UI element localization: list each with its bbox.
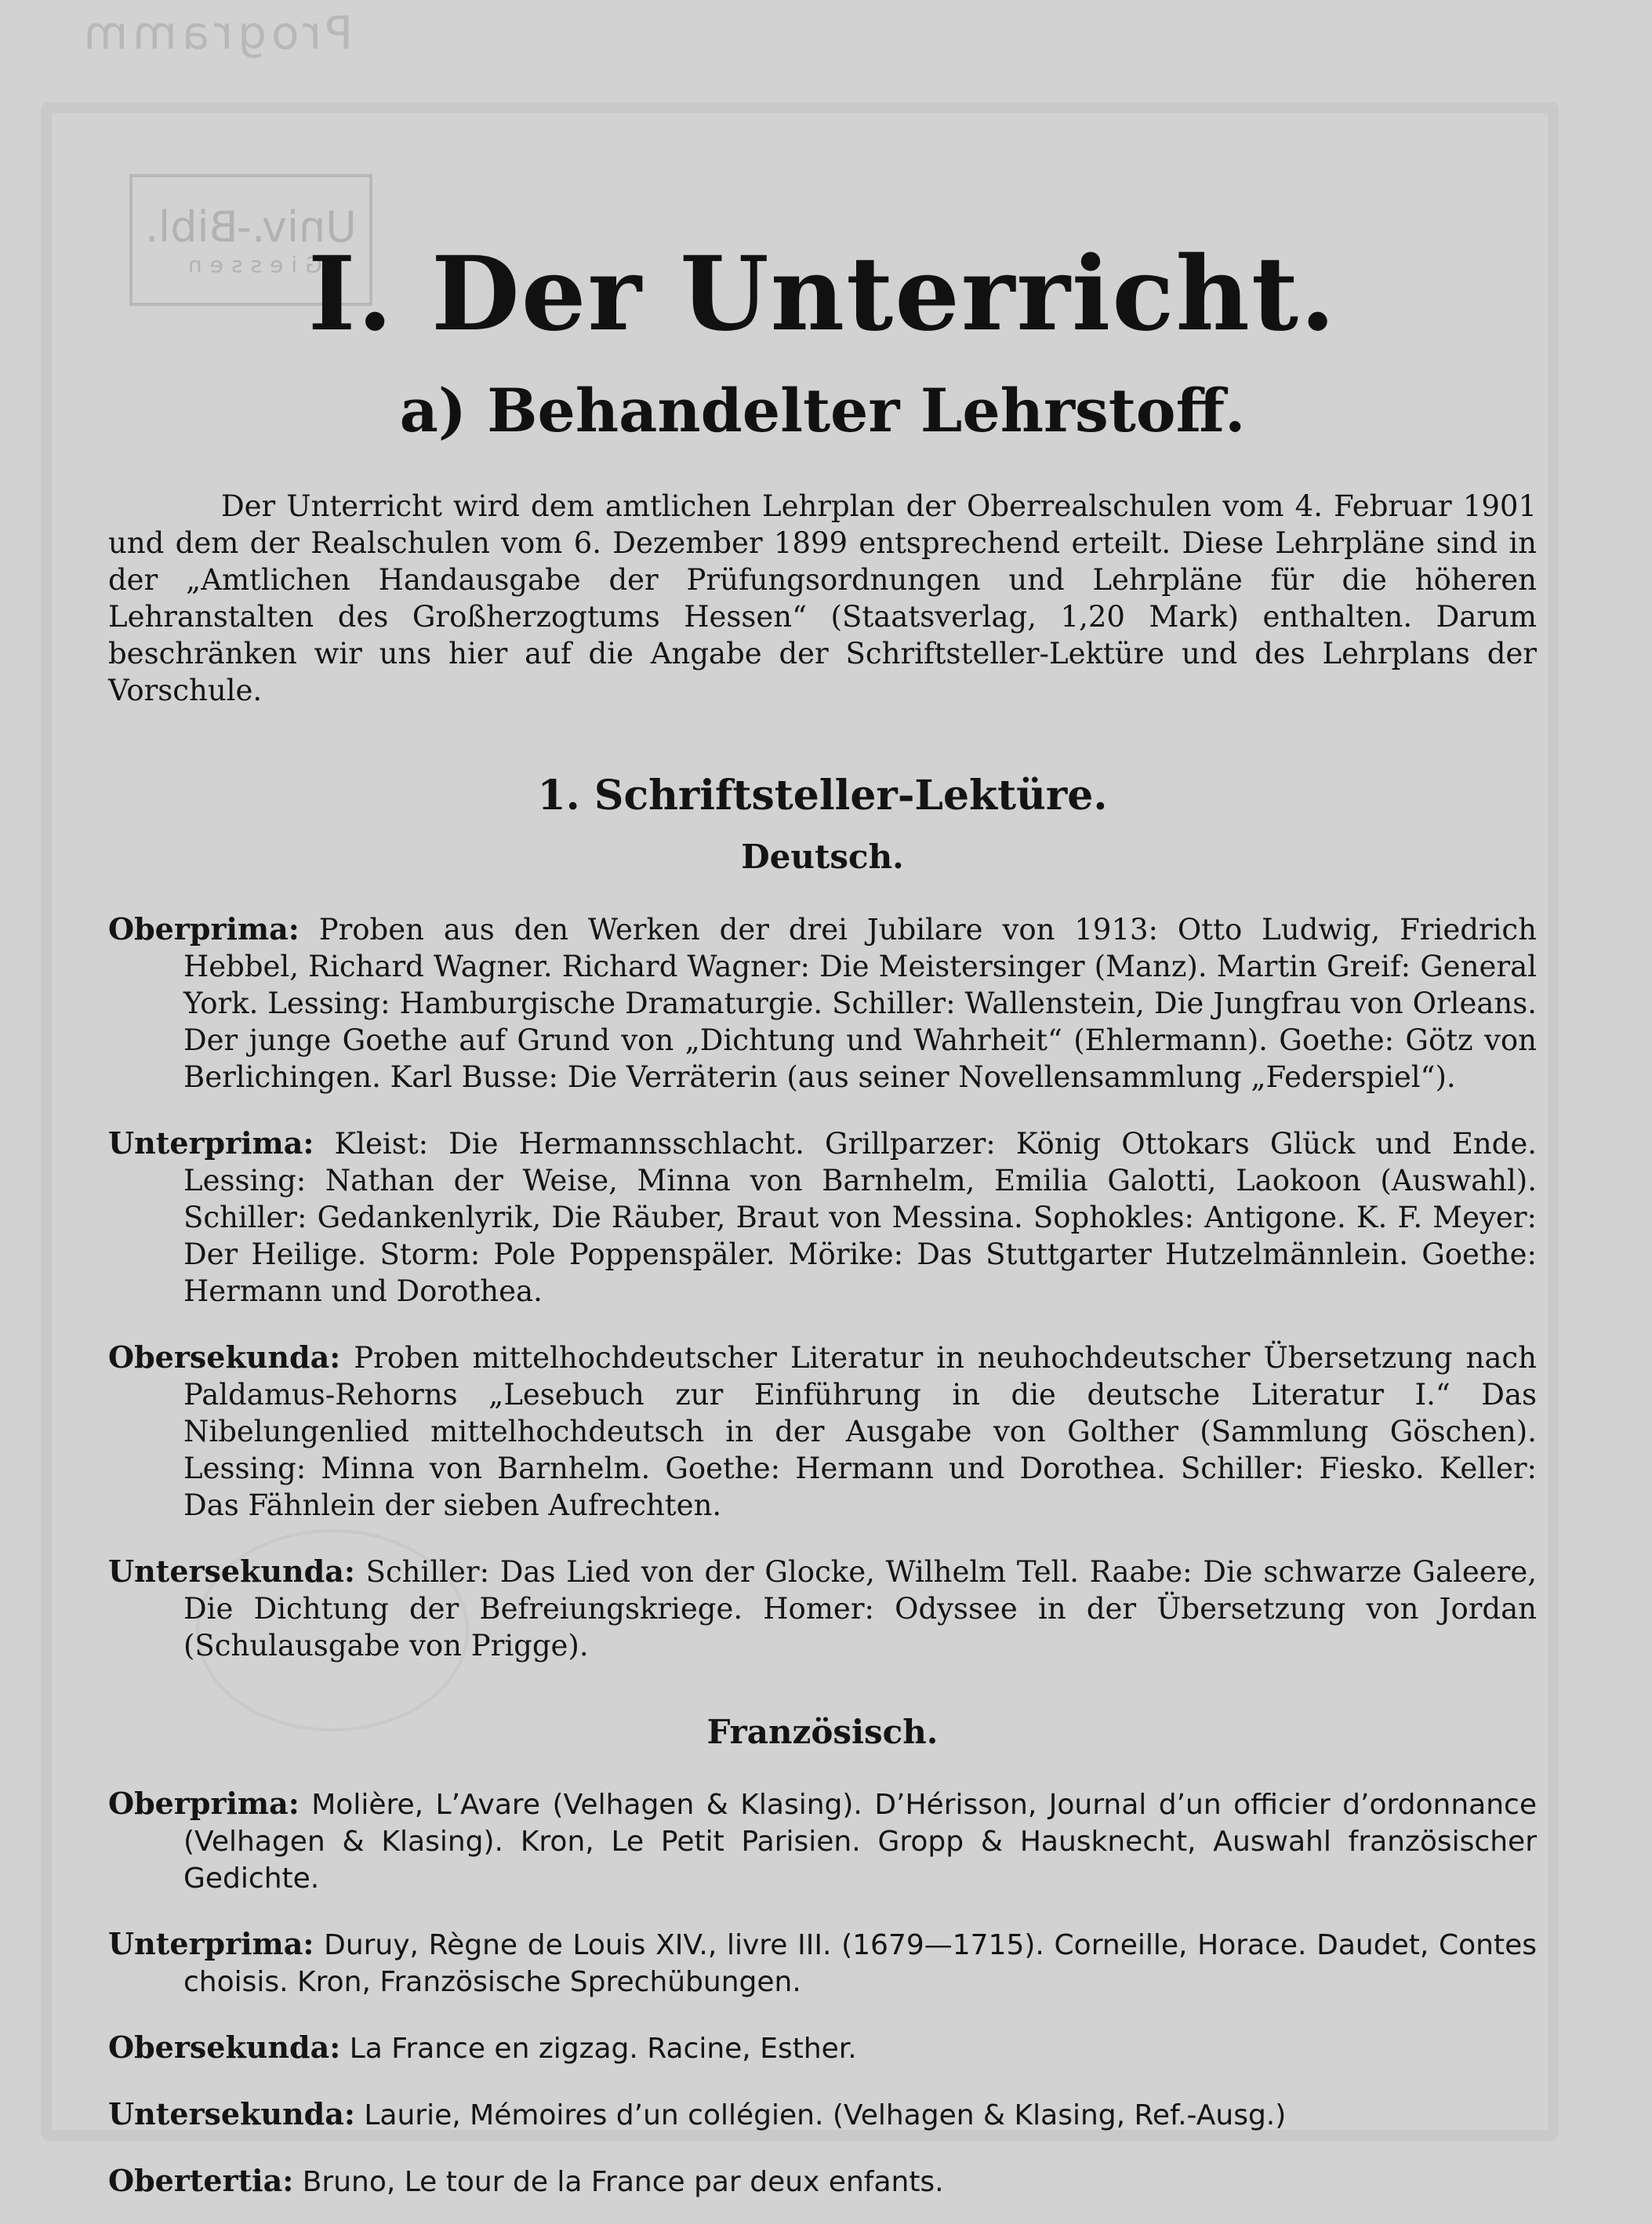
entry-text: Molière, L’Avare (Velhagen & Klasing). D’Hérisson, Journal d’un officier d’ordonnance (Velhagen & Klasing). Kron, Le Petit Parisien. Gropp & Hausknecht, Auswahl französischer Gedichte. (183, 1789, 1537, 1895)
entry-label: Obersekunda: (108, 1339, 341, 1375)
entry-deutsch-unterprima (108, 1125, 1537, 1310)
entry-text: Bruno, Le tour de la France par deux enfants. (302, 2166, 944, 2198)
section-title: a) Behandelter Lehrstoff. (399, 376, 1246, 445)
heading-deutsch: Deutsch. (741, 838, 904, 876)
entry-label: Obertertia: (108, 2163, 294, 2198)
entry-franz-unterprima (108, 1925, 1537, 2001)
entry-franz-untersekunda (108, 2095, 1537, 2134)
entry-label: Oberprima: (108, 911, 300, 947)
entry-deutsch-obersekunda (108, 1339, 1537, 1524)
entry-deutsch-untersekunda (108, 1553, 1537, 1664)
entry-franz-oberprima (108, 1785, 1537, 1897)
chapter-title: I. Der Unterricht. (307, 234, 1338, 354)
entry-text: Proben mittelhochdeutscher Literatur in neuhochdeutscher Übersetzung nach Paldamus-Rehorns „Lesebuch zur Einführung in die deutsche Literatur I.“ Das Nibelungenlied mittelhochdeutsch in der Ausgabe von Golther (Sammlung Göschen). Lessing: Minna von Barnhelm. Goethe: Hermann und Dorothea. Schiller: Fiesko. Keller: Das Fähnlein der sieben Aufrechten. (183, 1341, 1537, 1522)
stamp-line-1: Univ.-Bibl. (145, 202, 357, 252)
entry-text: Duruy, Règne de Louis XIV., livre III. (1679—1715). Corneille, Horace. Daudet, Contes choisis. Kron, Französische Sprechübungen. (183, 1929, 1537, 1998)
document-body (108, 235, 1537, 2221)
heading-franzoesisch: Französisch. (706, 1713, 939, 1751)
stamp-line-2: Giessen (180, 252, 322, 278)
entry-franz-obertertia (108, 2162, 1537, 2200)
entry-label: Obersekunda: (108, 2030, 341, 2065)
entry-label: Untersekunda: (108, 1554, 355, 1589)
entry-text: La France en zigzag. Racine, Esther. (349, 2033, 857, 2065)
entry-franz-obersekunda (108, 2029, 1537, 2067)
entry-text: Laurie, Mémoires d’un collégien. (Velhagen & Klasing, Ref.-Ausg.) (364, 2099, 1287, 2131)
entry-text: Schiller: Das Lied von der Glocke, Wilhelm Tell. Raabe: Die schwarze Galeere, Die Dichtung der Befreiungskriege. Homer: Odyssee in der Übersetzung von Jordan (Schulausgabe von Prigge). (183, 1555, 1537, 1663)
entry-label: Untersekunda: (108, 2096, 355, 2131)
deutsch-entries (108, 910, 1537, 1664)
intro-paragraph: Der Unterricht wird dem amtlichen Lehrplan der Oberrealschulen vom 4. Februar 1901 und dem der Realschulen vom 6. Dezember 1899 entsprechend erteilt. Diese Lehrpläne sind in der „Amtlichen Handausgabe der Prüfungsordnungen und Lehrpläne für die höheren Lehranstalten des Großherzogtums Hessen“ (Staatsverlag, 1,20 Mark) enthalten. Darum beschränken wir uns hier auf die Angabe der Schriftsteller-Lektüre und des Lehrplans der Vorschule. (108, 489, 1537, 707)
entry-deutsch-oberprima (108, 910, 1537, 1096)
entry-text: Proben aus den Werken der drei Jubilare von 1913: Otto Ludwig, Friedrich Hebbel, Richard Wagner. Richard Wagner: Die Meistersinger (Manz). Martin Greif: General York. Lessing: Hamburgische Dramaturgie. Schiller: Wallenstein, Die Jungfrau von Orleans. Der junge Goethe auf Grund von „Dichtung und Wahrheit“ (Ehlermann). Goethe: Götz von Berlichingen. Karl Busse: Die Verräterin (aus seiner Novellensammlung „Federspiel“). (183, 913, 1537, 1094)
bleed-through-text: Programm (78, 6, 353, 60)
entry-text: Kleist: Die Hermannsschlacht. Grillparzer: König Ottokars Glück und Ende. Lessing: Nathan der Weise, Minna von Barnhelm, Emilia Galotti, Laokoon (Auswahl). Schiller: Gedankenlyrik, Die Räuber, Braut von Messina. Sophokles: Antigone. K. F. Meyer: Der Heilige. Storm: Pole Poppenspäler. Mörike: Das Stuttgarter Hutzelmännlein. Goethe: Hermann und Dorothea. (183, 1127, 1537, 1308)
entry-label: Oberprima: (108, 1786, 300, 1821)
franzoesisch-entries (108, 1785, 1537, 2200)
entry-label: Unterprima: (108, 1125, 314, 1161)
entry-label: Unterprima: (108, 1926, 314, 1961)
subsection-title: 1. Schriftsteller-Lektüre. (537, 772, 1108, 819)
